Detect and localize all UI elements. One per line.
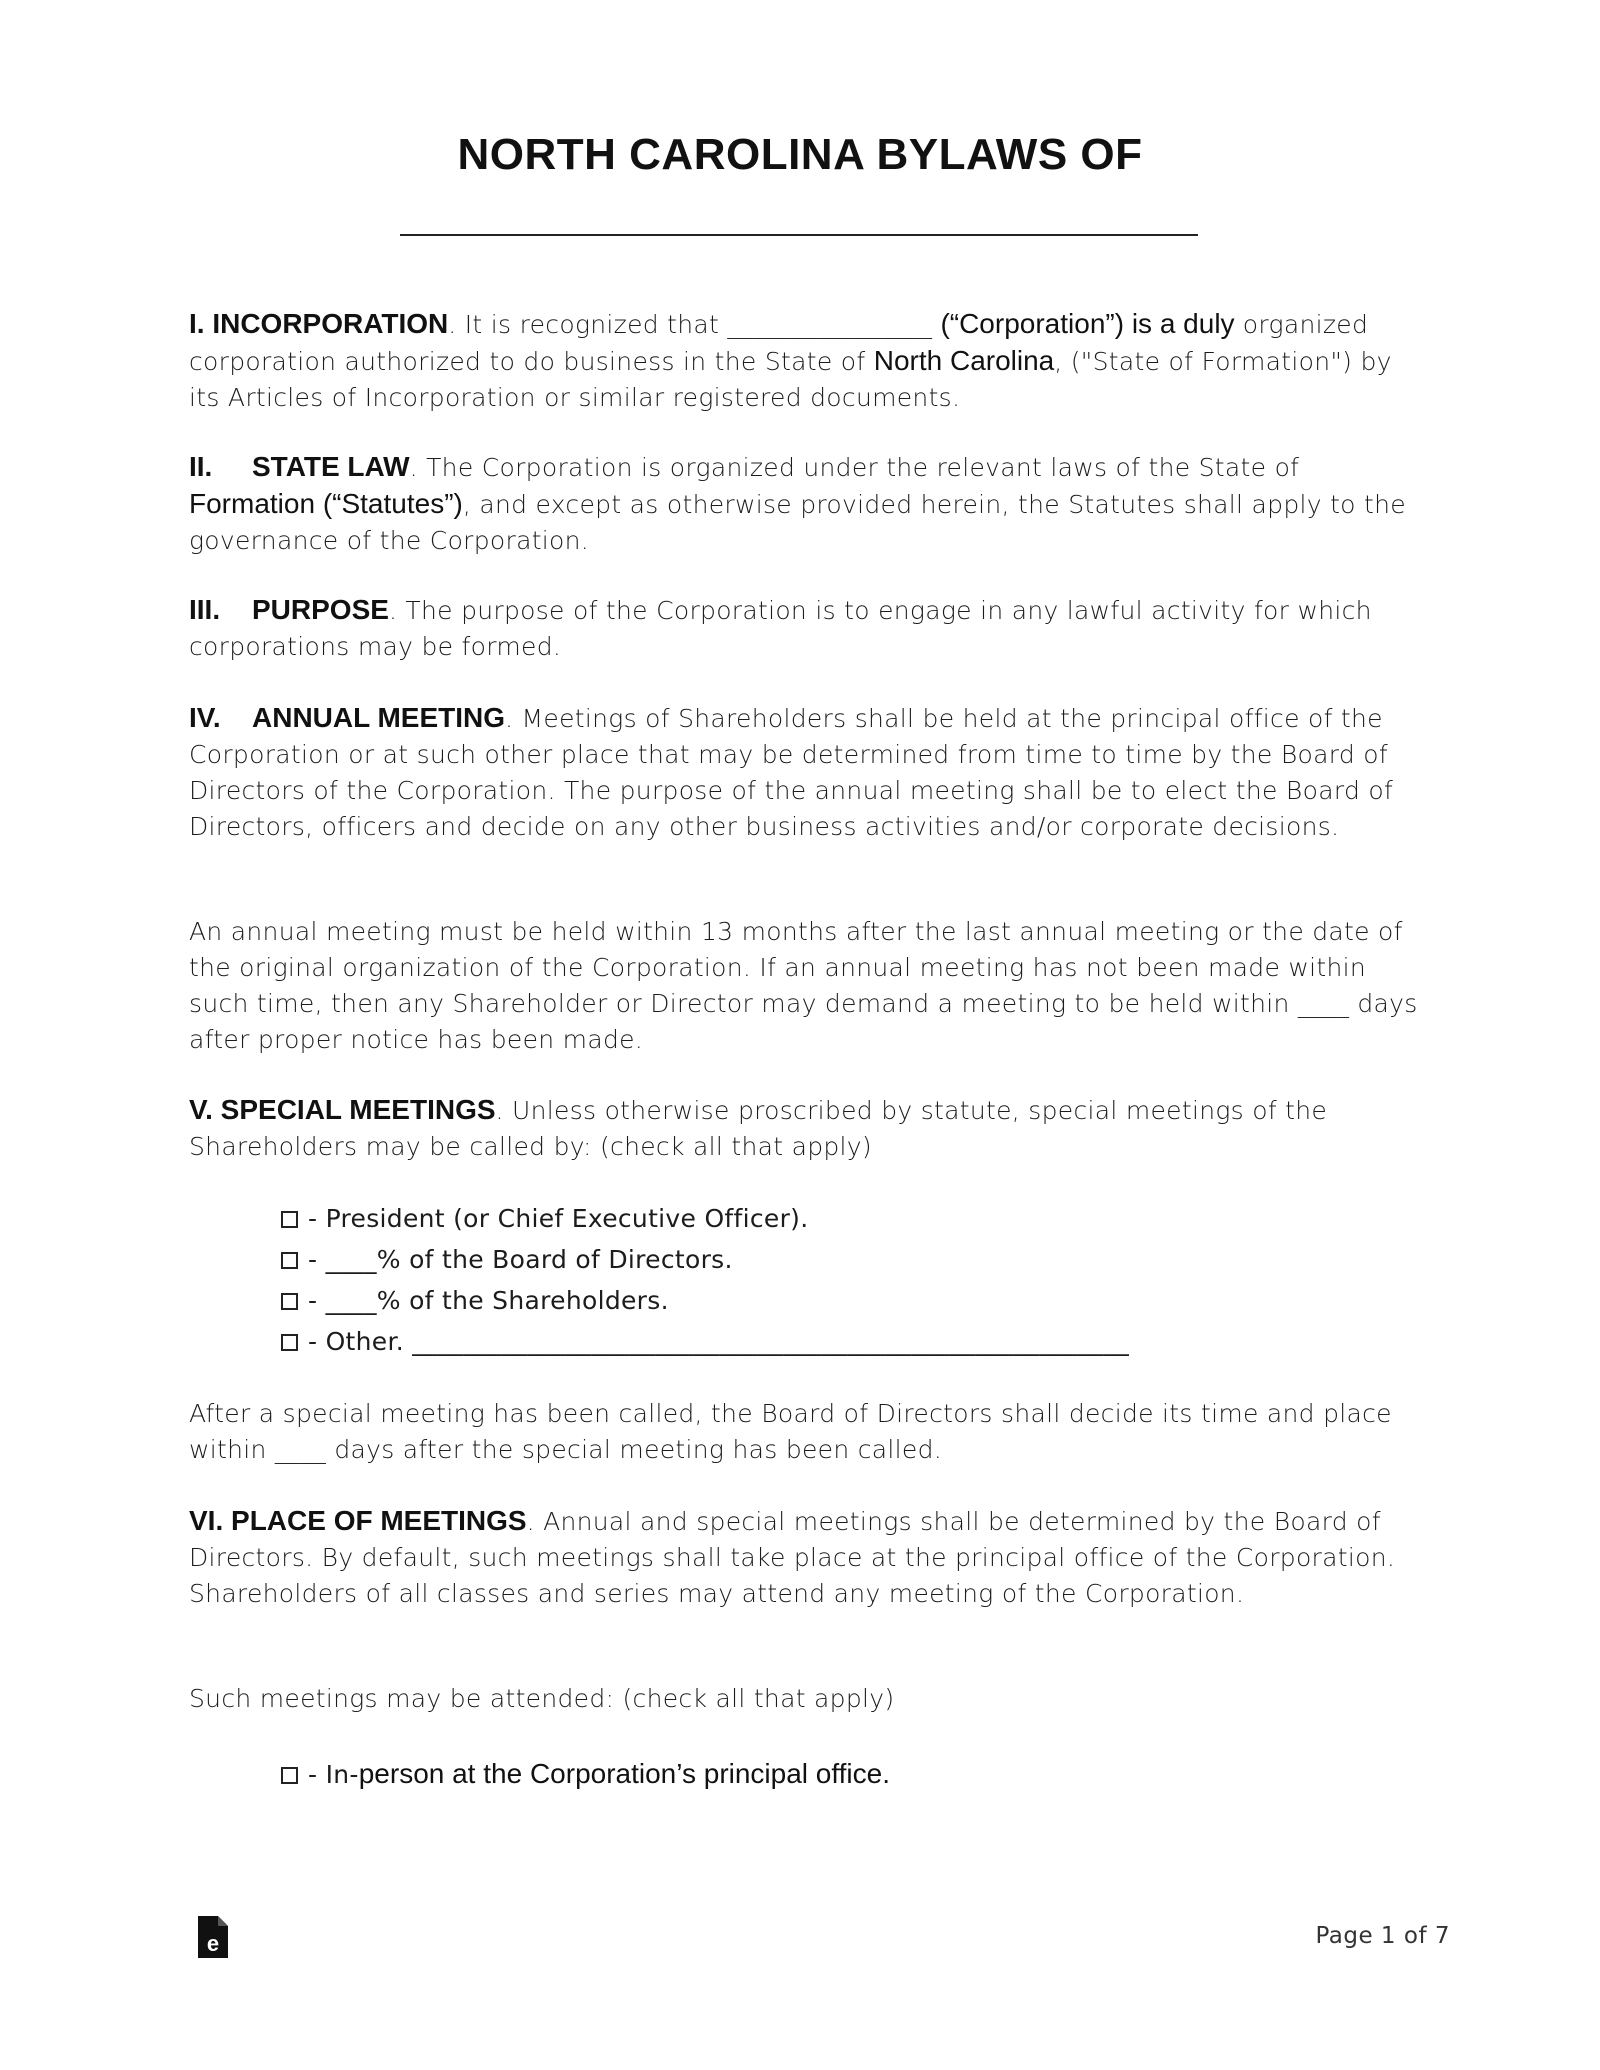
section-special-meetings xyxy=(189,1092,1419,1165)
special-meetings-paragraph-2: After a special meeting has been called, the Board of Directors shall decide its time and place within ____ days after the special meeting has been called. xyxy=(189,1399,1392,1464)
eforms-logo-icon xyxy=(196,1914,230,1960)
option-label: - President (or Chief Executive Officer). xyxy=(308,1204,809,1233)
section-text: . Annual and special meetings shall be determined by the Board of Directors. By default, such meetings shall take place at the principal office of the Corporation. Shareholders of all classes and series may attend any meeting of the Corporation. xyxy=(189,1507,1396,1608)
checkbox[interactable] xyxy=(281,1293,298,1310)
section-text: . The Corporation is organized under the relevant laws of the State of xyxy=(409,453,1300,482)
option-label: - In- xyxy=(308,1760,359,1789)
section-number: IV. xyxy=(189,702,221,733)
page-number: Page 1 of 7 xyxy=(1315,1923,1450,1949)
section-purpose xyxy=(189,592,1419,665)
option-in-person xyxy=(281,1753,1411,1795)
section-text: Formation (“Statutes”) xyxy=(189,488,463,519)
section-text: . The purpose of the Corporation is to engage in any lawful activity for which corporations may be formed. xyxy=(189,596,1372,661)
option-label: - Other. ________________________________________________________ xyxy=(308,1327,1130,1356)
section-number: II. xyxy=(189,451,213,482)
section-place-of-meetings xyxy=(189,1503,1419,1612)
section-text: . Meetings of Shareholders shall be held at the principal office of the Corporation or at such other place that may be determined from time to time by the Board of Directors of the Corporation. The purpose of the annual meeting shall be to elect the Board of Directors, officers and decide on any other business activities and/or corporate decisions. xyxy=(189,704,1394,841)
option-label: person at the Corporation’s principal office. xyxy=(358,1758,890,1789)
section-text: . Unless otherwise proscribed by statute, special meetings of the Shareholders may be called by: (check all that apply) xyxy=(189,1096,1328,1161)
section-incorporation xyxy=(189,306,1419,416)
place-of-meetings-paragraph-2: Such meetings may be attended: (check all that apply) xyxy=(189,1684,895,1713)
option-shareholders-percent xyxy=(281,1280,1411,1321)
checkbox[interactable] xyxy=(281,1211,298,1228)
place-of-meetings-options xyxy=(281,1753,1411,1795)
checkbox[interactable] xyxy=(281,1767,298,1784)
svg-text:e: e xyxy=(206,1931,220,1956)
section-heading: STATE LAW xyxy=(252,451,410,482)
option-president xyxy=(281,1198,1411,1239)
section-number: III. xyxy=(189,594,221,625)
section-heading: PURPOSE xyxy=(252,594,389,625)
special-meetings-options xyxy=(281,1198,1411,1362)
section-text: . It is recognized that ________________ xyxy=(448,310,941,339)
section-heading: I. INCORPORATION xyxy=(189,308,449,339)
checkbox[interactable] xyxy=(281,1252,298,1269)
section-text: , and except as otherwise provided herein, the Statutes shall apply to the governance of the Corporation. xyxy=(189,490,1406,555)
option-label: - ____% of the Board of Directors. xyxy=(308,1245,733,1274)
section-state-law xyxy=(189,449,1419,559)
title-blank-line xyxy=(400,234,1198,236)
annual-meeting-paragraph-2: An annual meeting must be held within 13 months after the last annual meeting or the date of the original organization of the Corporation. If an annual meeting has not been made within such time, then any Shareholder or Director may demand a meeting to be held within ____ days after proper notice has been made. xyxy=(189,917,1418,1054)
option-board-percent xyxy=(281,1239,1411,1280)
state-name: North Carolina xyxy=(873,345,1055,376)
section-heading: V. SPECIAL MEETINGS xyxy=(189,1094,496,1125)
section-text: organized corporation authorized to do business in the State of xyxy=(189,310,1369,376)
section-text: (“Corporation”) is a duly xyxy=(940,308,1235,339)
checkbox[interactable] xyxy=(281,1334,298,1351)
section-heading: VI. PLACE OF MEETINGS xyxy=(189,1505,527,1536)
document-title: NORTH CAROLINA BYLAWS OF xyxy=(457,130,1143,179)
section-text: , ("State of Formation") by its Articles of Incorporation or similar registered documents. xyxy=(189,347,1392,412)
option-other xyxy=(281,1321,1411,1362)
section-heading: ANNUAL MEETING xyxy=(252,702,506,733)
option-label: - ____% of the Shareholders. xyxy=(308,1286,669,1315)
section-annual-meeting xyxy=(189,700,1419,845)
